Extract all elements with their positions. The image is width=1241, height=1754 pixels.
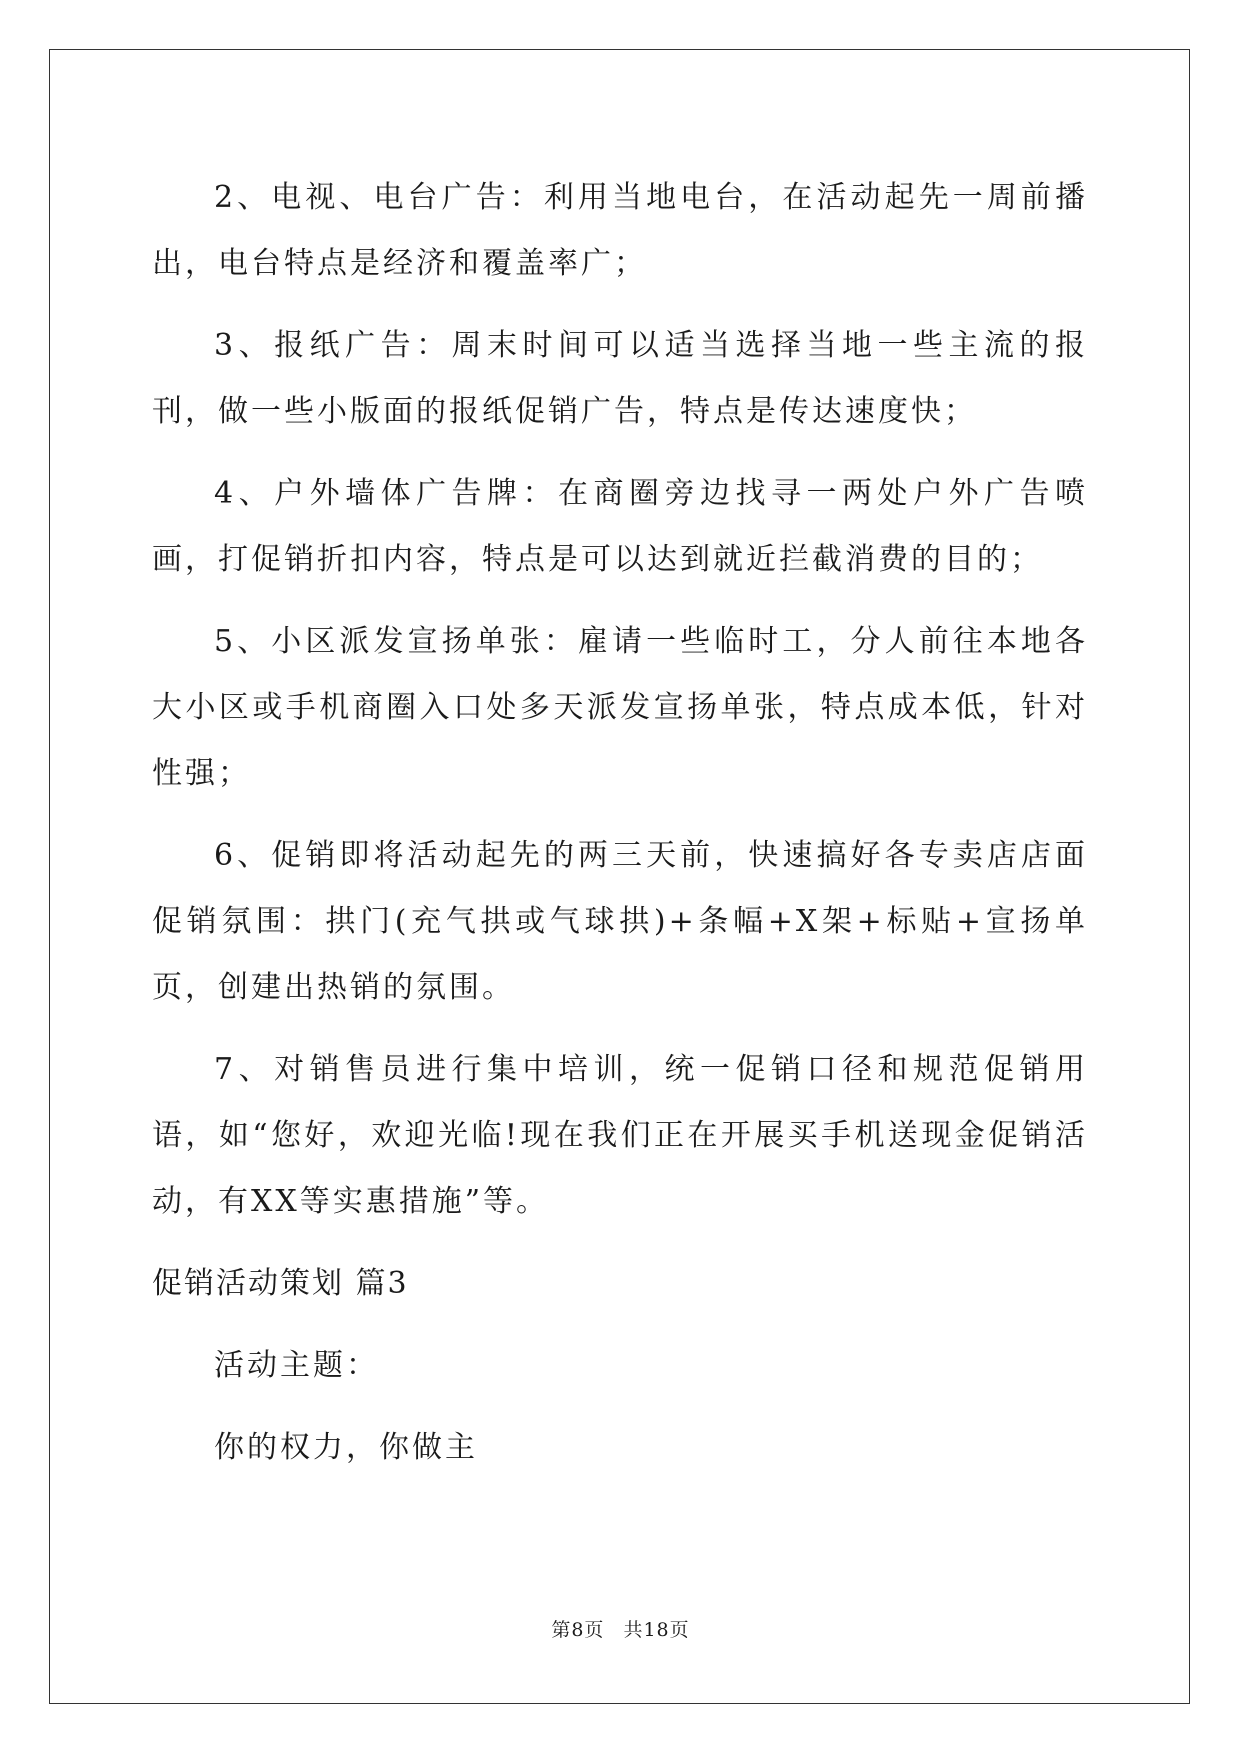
paragraph-newspaper-ads: 3、报纸广告：周末时间可以适当选择当地一些主流的报刊，做一些小版面的报纸促销广告，特点是传达速度快； — [152, 328, 1088, 429]
paragraph-flyer-distribution: 5、小区派发宣扬单张：雇请一些临时工，分人前往本地各大小区或手机商圈入口处多天派发宣扬单张，特点成本低，针对性强； — [152, 624, 1088, 791]
theme-value: 你的权力，你做主 — [214, 1430, 478, 1465]
document-body — [152, 165, 1088, 1497]
page-number-total: 共18页 — [623, 1619, 690, 1641]
section-heading: 促销活动策划 篇3 — [152, 1266, 409, 1301]
paragraph-store-atmosphere: 6、促销即将活动起先的两三天前，快速搞好各专卖店店面促销氛围：拱门(充气拱或气球拱)+条幅+X架+标贴+宣扬单页，创建出热销的氛围。 — [152, 838, 1088, 1005]
theme-label: 活动主题： — [214, 1348, 379, 1383]
paragraph-staff-training: 7、对销售员进行集中培训，统一促销口径和规范促销用语，如“您好，欢迎光临!现在我们正在开展买手机送现金促销活动，有XX等实惠措施”等。 — [152, 1052, 1088, 1219]
paragraph-outdoor-billboard: 4、户外墙体广告牌：在商圈旁边找寻一两处户外广告喷画，打促销折扣内容，特点是可以达到就近拦截消费的目的； — [152, 476, 1088, 577]
page-number-current: 第8页 — [551, 1619, 605, 1641]
paragraph-tv-radio-ads: 2、电视、电台广告：利用当地电台，在活动起先一周前播出，电台特点是经济和覆盖率广； — [152, 180, 1088, 281]
page-footer — [0, 1615, 1241, 1642]
